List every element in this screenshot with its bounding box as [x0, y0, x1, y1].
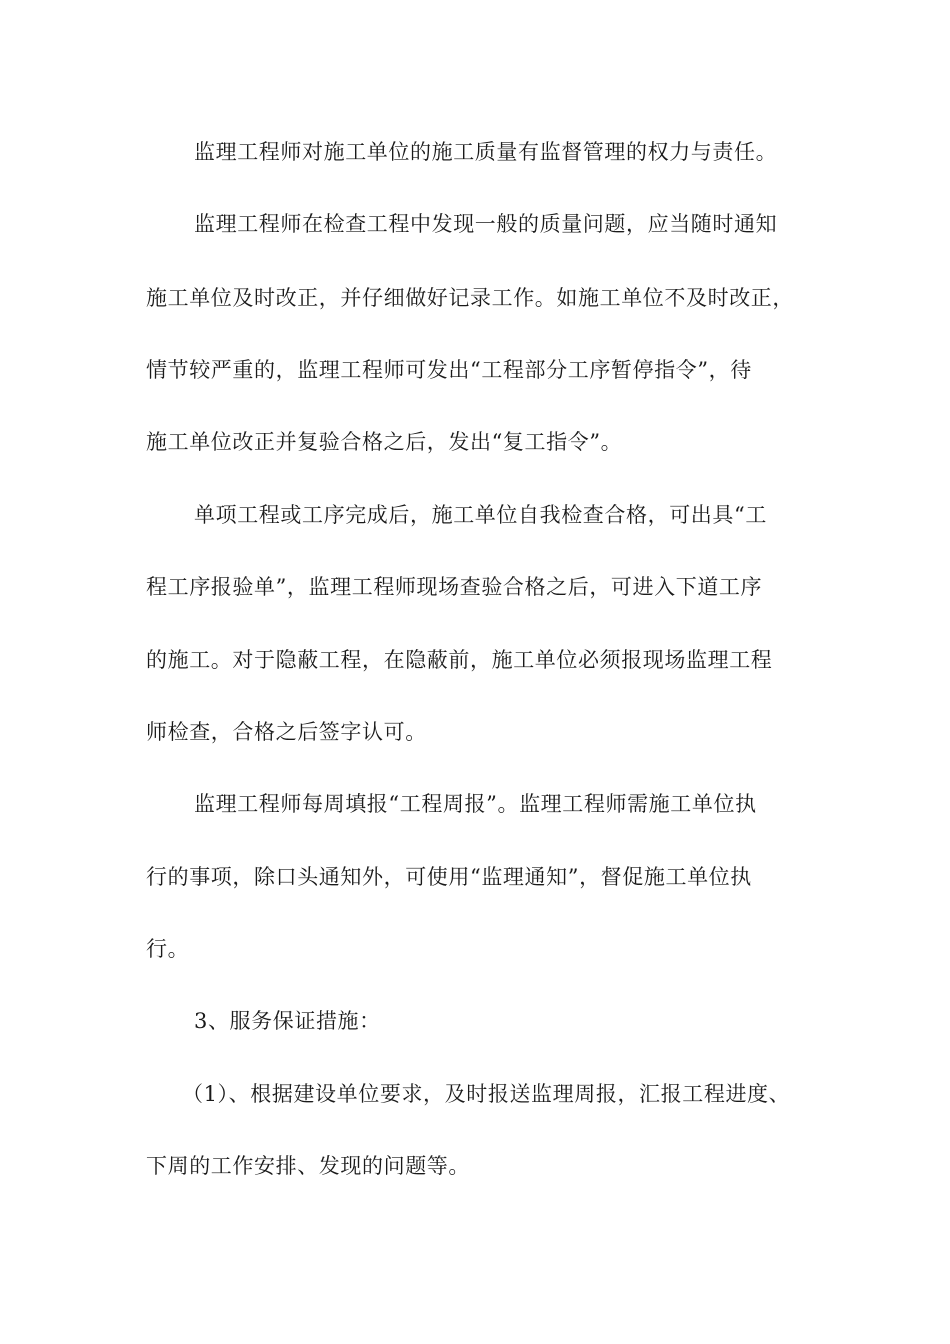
paragraph-line: （1）、根据建设单位要求，及时报送监理周报，汇报工程进度、 [182, 1082, 791, 1106]
paragraph-line: 监理工程师对施工单位的施工质量有监督管理的权力与责任。 [194, 140, 778, 164]
paragraph-line: 师检查，合格之后签字认可。 [146, 720, 427, 744]
paragraph-line: 程工序报验单”，监理工程师现场查验合格之后，可进入下道工序 [146, 575, 763, 599]
section-heading: 3、服务保证措施： [194, 1009, 381, 1033]
paragraph-line: 监理工程师每周填报“工程周报”。监理工程师需施工单位执 [194, 792, 757, 816]
paragraph-line: 行的事项，除口头通知外，可使用“监理通知”，督促施工单位执 [146, 865, 752, 889]
paragraph-line: 情节较严重的，监理工程师可发出“工程部分工序暂停指令”，待 [146, 358, 752, 382]
paragraph-line: 的施工。对于隐蔽工程，在隐蔽前，施工单位必须报现场监理工程 [146, 648, 773, 672]
paragraph-line: 行。 [146, 937, 190, 961]
paragraph-line: 单项工程或工序完成后，施工单位自我检查合格，可出具“工 [194, 503, 767, 527]
paragraph-line: 施工单位改正并复验合格之后，发出“复工指令”。 [146, 430, 623, 454]
paragraph-line: 监理工程师在检查工程中发现一般的质量问题，应当随时通知 [194, 212, 778, 236]
paragraph-line: 施工单位及时改正，并仔细做好记录工作。如施工单位不及时改正， [146, 286, 794, 310]
paragraph-line: 下周的工作安排、发现的问题等。 [146, 1154, 470, 1178]
